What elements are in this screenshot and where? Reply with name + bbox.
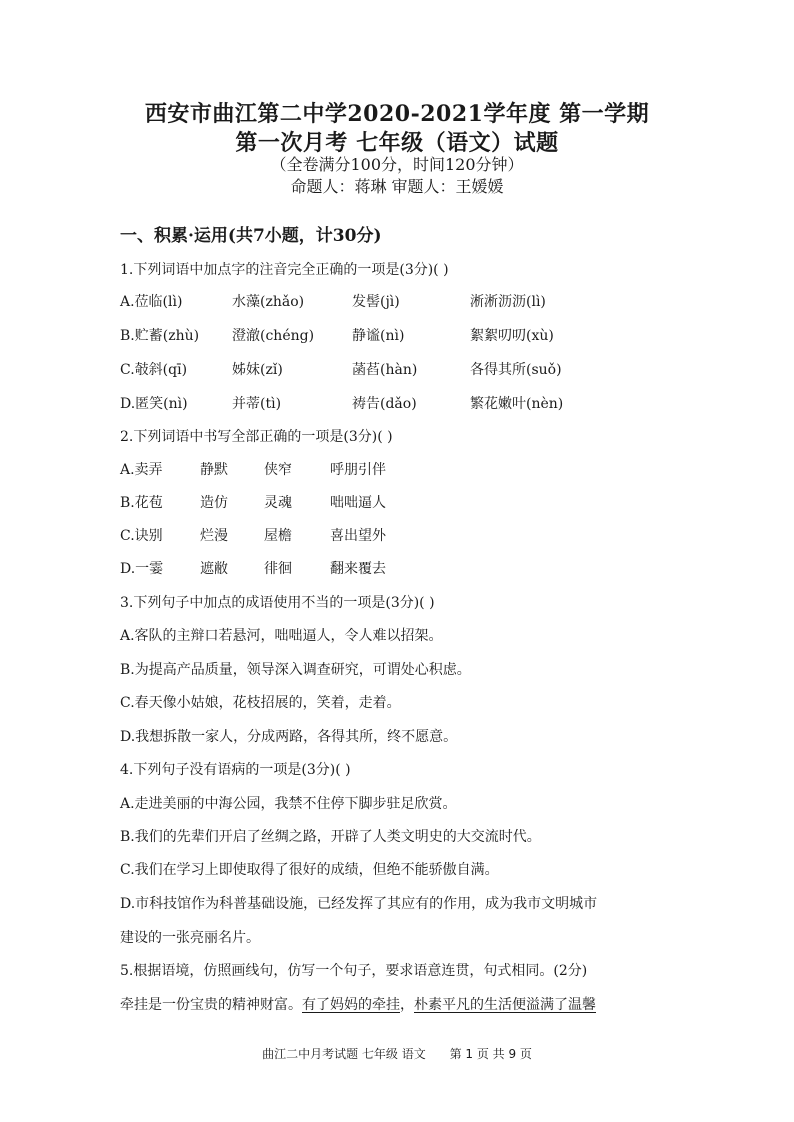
q1-a-1: A.莅临(lì) (120, 294, 183, 310)
q1-d-2: 并蒂(tì) (232, 396, 282, 412)
q1-a-3: 发髻(jì) (352, 294, 400, 310)
q1-a-2: 水藻(zhǎo) (232, 294, 305, 310)
q1-c-1: C.攲斜(qī) (120, 362, 188, 378)
q5-context (120, 994, 596, 1014)
q1-b-4: 絮絮叨叨(xù) (470, 328, 554, 344)
q1-c-3: 菡萏(hàn) (352, 362, 418, 378)
page-footer (0, 1045, 794, 1062)
q4-option-d: D.市科技馆作为科普基础设施，已经发挥了其应有的作用，成为我市文明城市 (120, 896, 598, 912)
q3-option-d: D.我想拆散一家人，分成两路，各得其所，终不愿意。 (120, 729, 458, 745)
q3-option-c: C.春天像小姑娘，花枝招展的，笑着，走着。 (120, 695, 401, 711)
q1-a-4: 淅淅沥沥(lì) (470, 294, 546, 310)
q2-option-b (120, 492, 680, 514)
q2-c-1: C.诀别 (120, 528, 163, 544)
q2-d-1: D.一霎 (120, 561, 164, 577)
q3-option-b: B.为提高产品质量，领导深入调查研究，可谓处心积虑。 (120, 662, 471, 678)
q4-stem: 4.下列句子没有语病的一项是(3分)( ) (120, 762, 351, 778)
exam-subtitle: （全卷满分100分，时间120分钟） (270, 155, 524, 174)
q2-b-2: 造仿 (200, 495, 228, 511)
footer-page-number: 第 1 页 共 9 页 (449, 1047, 532, 1061)
q1-b-2: 澄澈(chéng) (232, 328, 315, 344)
q1-b-3: 静谧(nì) (352, 328, 405, 344)
q1-c-4: 各得其所(suǒ) (470, 362, 562, 378)
q1-option-a (120, 291, 680, 313)
q3-stem: 3.下列句子中加点的成语使用不当的一项是(3分)( ) (120, 595, 435, 611)
q1-option-b (120, 325, 680, 347)
q4-option-c: C.我们在学习上即使取得了很好的成绩，但绝不能骄傲自满。 (120, 862, 499, 878)
q2-b-3: 灵魂 (264, 495, 292, 511)
q1-option-c (120, 359, 680, 381)
q2-a-3: 侠窄 (264, 462, 292, 478)
q1-d-4: 繁花嫩叶(nèn) (470, 396, 564, 412)
q2-stem: 2.下列词语中书写全部正确的一项是(3分)( ) (120, 429, 393, 445)
footer-exam-info: 曲江二中月考试题 七年级 语文 (262, 1047, 426, 1061)
q5-underlined-part2: 朴素平凡的生活便溢满了温馨 (414, 997, 596, 1013)
q1-d-3: 祷告(dǎo) (352, 396, 417, 412)
q2-c-2: 烂漫 (200, 528, 228, 544)
q2-b-4: 咄咄逼人 (330, 495, 386, 511)
q2-d-3: 徘徊 (264, 561, 292, 577)
q2-option-a (120, 459, 680, 481)
q2-d-2: 遮敝 (200, 561, 228, 577)
exam-title-line2: 第一次月考 七年级（语文）试题 (235, 130, 559, 156)
q1-option-d (120, 393, 680, 415)
q2-option-d (120, 558, 680, 580)
q2-a-2: 静默 (200, 462, 228, 478)
q4-option-d-continued: 建设的一张亮丽名片。 (120, 930, 260, 946)
q2-c-4: 喜出望外 (330, 528, 386, 544)
q5-context-plain: 牵挂是一份宝贵的精神财富。 (120, 997, 302, 1013)
q2-option-c (120, 525, 680, 547)
q2-b-1: B.花苞 (120, 495, 163, 511)
q1-d-1: D.匿笑(nì) (120, 396, 188, 412)
q5-separator: ， (400, 997, 414, 1013)
q3-option-a: A.客队的主辩口若悬河，咄咄逼人，令人难以招架。 (120, 628, 443, 644)
q2-c-3: 屋檐 (264, 528, 292, 544)
q1-b-1: B.贮蓄(zhù) (120, 328, 200, 344)
q2-d-4: 翻来覆去 (330, 561, 386, 577)
q2-a-4: 呼朋引伴 (330, 462, 386, 478)
q4-option-a: A.走进美丽的中海公园，我禁不住停下脚步驻足欣赏。 (120, 796, 457, 812)
exam-title-line1: 西安市曲江第二中学2020-2021学年度 第一学期 (144, 101, 650, 127)
q5-stem: 5.根据语境，仿照画线句，仿写一个句子，要求语意连贯，句式相同。(2分) (120, 963, 588, 979)
q1-c-2: 姊妹(zǐ) (232, 362, 283, 378)
q5-underlined-part1: 有了妈妈的牵挂 (302, 997, 400, 1013)
q4-option-b: B.我们的先辈们开启了丝绸之路，开辟了人类文明史的大交流时代。 (120, 829, 541, 845)
q2-a-1: A.卖弄 (120, 462, 163, 478)
q1-stem: 1.下列词语中加点字的注音完全正确的一项是(3分)( ) (120, 262, 449, 278)
section-title: 一、积累·运用(共7小题，计30分) (120, 226, 382, 246)
exam-authors: 命题人：蒋琳 审题人：王媛媛 (290, 177, 504, 196)
